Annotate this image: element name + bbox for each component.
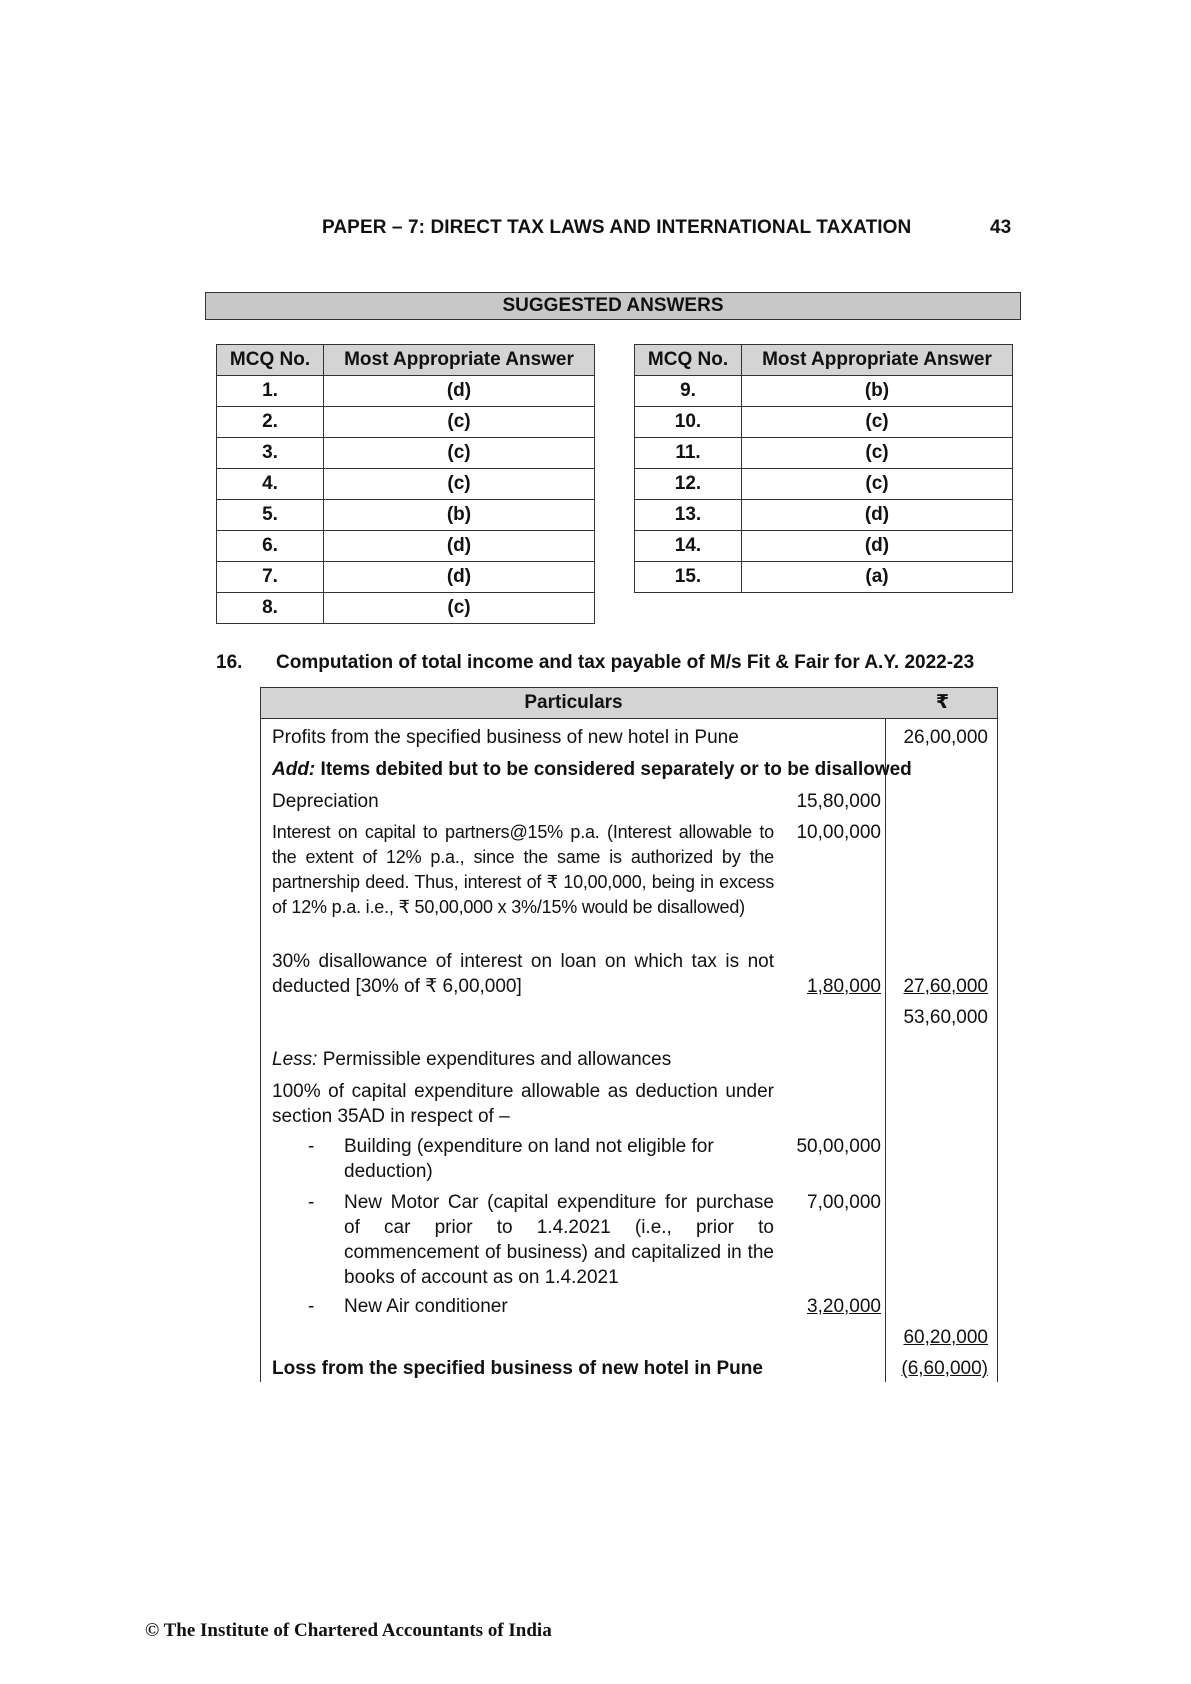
bullet-dash: - — [308, 1192, 315, 1213]
add-prefix: Add: — [272, 759, 316, 780]
mcq-answer: (c) — [742, 407, 1013, 438]
table-row — [217, 593, 595, 624]
mcq-answer: (d) — [742, 500, 1013, 531]
mcq-answer: (c) — [742, 438, 1013, 469]
mcq-answer: (c) — [324, 407, 595, 438]
table-row — [635, 500, 1013, 531]
interest-capital-amount: 10,00,000 — [796, 822, 881, 843]
ac-text: New Air conditioner — [344, 1296, 508, 1317]
add-total: 27,60,000 — [903, 976, 988, 997]
mcq-number: 3. — [217, 438, 324, 469]
capex-text: 100% of capital expenditure allowable as deduction under section 35AD in respect of – — [272, 1081, 774, 1127]
computation-table-header — [260, 687, 998, 719]
building-text: Building (expenditure on land not eligible for deduction) — [344, 1136, 714, 1182]
table-row — [217, 469, 595, 500]
table-row — [635, 376, 1013, 407]
particulars-header: Particulars — [524, 692, 623, 713]
mcq-number: 15. — [635, 562, 742, 593]
mcq-number: 12. — [635, 469, 742, 500]
ac-amount: 3,20,000 — [807, 1296, 881, 1317]
mcq-answer: (c) — [324, 438, 595, 469]
table-row — [217, 531, 595, 562]
mcq-answer: (d) — [324, 376, 595, 407]
table-row — [635, 562, 1013, 593]
copyright-footer: © The Institute of Chartered Accountants of India — [145, 1620, 552, 1641]
question-title: Computation of total income and tax payable of M/s Fit & Fair for A.Y. 2022-23 — [276, 652, 975, 673]
mcq-number: 11. — [635, 438, 742, 469]
loss-label: Loss from the specified business of new hotel in Pune — [272, 1358, 763, 1379]
mcq-number: 6. — [217, 531, 324, 562]
mcq-answer: (a) — [742, 562, 1013, 593]
interest-capital-text: Interest on capital to partners@15% p.a. (Interest allowable to the extent of 12% p.a., since the same is authorized by the partnership deed. Thus, interest of ₹ 10,00,000, being in excess of 12% p.a. i.e., ₹ 50,00,000 x 3%/15% would be disallowed) — [272, 822, 774, 917]
mcq-number: 9. — [635, 376, 742, 407]
less-total: 60,20,000 — [903, 1327, 988, 1348]
page-header-title: PAPER – 7: DIRECT TAX LAWS AND INTERNATIONAL TAXATION — [322, 217, 912, 238]
suggested-answers-banner: SUGGESTED ANSWERS — [205, 292, 1021, 320]
mcq-number: 13. — [635, 500, 742, 531]
bullet-dash: - — [308, 1136, 315, 1157]
mcq-table-left — [216, 344, 595, 624]
mcq-number: 1. — [217, 376, 324, 407]
table-row — [217, 500, 595, 531]
depreciation-amount: 15,80,000 — [796, 791, 881, 812]
table-row — [217, 562, 595, 593]
mcq-col-header-answer: Most Appropriate Answer — [324, 345, 595, 376]
mcq-number: 8. — [217, 593, 324, 624]
mcq-col-header-no: MCQ No. — [217, 345, 324, 376]
mcq-answer: (b) — [742, 376, 1013, 407]
mcq-answer: (c) — [324, 469, 595, 500]
mcq-number: 4. — [217, 469, 324, 500]
mcq-col-header-no: MCQ No. — [635, 345, 742, 376]
computation-table — [260, 687, 998, 1382]
table-row — [635, 531, 1013, 562]
table-row — [635, 469, 1013, 500]
table-row — [635, 438, 1013, 469]
question-number: 16. — [216, 652, 243, 673]
mcq-number: 14. — [635, 531, 742, 562]
table-column-divider — [885, 687, 886, 1382]
mcq-answer: (c) — [742, 469, 1013, 500]
profits-label: Profits from the specified business of new hotel in Pune — [272, 727, 739, 748]
mcq-number: 2. — [217, 407, 324, 438]
table-row — [217, 407, 595, 438]
gross-total: 53,60,000 — [903, 1007, 988, 1028]
less-heading — [272, 1047, 774, 1072]
add-heading-text: Items debited but to be considered separately or to be disallowed — [315, 759, 912, 780]
table-border-right — [997, 687, 998, 1382]
less-heading-text: Permissible expenditures and allowances — [317, 1049, 672, 1070]
page-number: 43 — [990, 217, 1012, 238]
mcq-number: 7. — [217, 562, 324, 593]
building-amount: 50,00,000 — [796, 1136, 881, 1157]
disallowance-text: 30% disallowance of interest on loan on which tax is not deducted [30% of ₹ 6,00,000] — [272, 951, 774, 997]
table-border-left — [260, 687, 261, 1382]
motor-car-amount: 7,00,000 — [807, 1192, 881, 1213]
table-row — [217, 376, 595, 407]
mcq-answer: (d) — [742, 531, 1013, 562]
motor-car-text: New Motor Car (capital expenditure for purchase of car prior to 1.4.2021 (i.e., prior to commencement of business) and capitalized in the books of account as on 1.4.2021 — [344, 1192, 774, 1288]
disallowance-amount: 1,80,000 — [807, 976, 881, 997]
table-row — [635, 407, 1013, 438]
mcq-number: 5. — [217, 500, 324, 531]
bullet-dash: - — [308, 1296, 315, 1317]
less-prefix: Less: — [272, 1049, 318, 1070]
mcq-col-header-answer: Most Appropriate Answer — [742, 345, 1013, 376]
profits-amount: 26,00,000 — [903, 727, 988, 748]
table-row — [217, 438, 595, 469]
mcq-answer: (d) — [324, 562, 595, 593]
mcq-answer: (b) — [324, 500, 595, 531]
mcq-table-right — [634, 344, 1013, 593]
rupee-header: ₹ — [935, 692, 950, 713]
add-heading — [272, 757, 912, 782]
depreciation-label: Depreciation — [272, 791, 379, 812]
mcq-number: 10. — [635, 407, 742, 438]
mcq-answer: (d) — [324, 531, 595, 562]
mcq-answer: (c) — [324, 593, 595, 624]
loss-amount: (6,60,000) — [901, 1358, 988, 1379]
